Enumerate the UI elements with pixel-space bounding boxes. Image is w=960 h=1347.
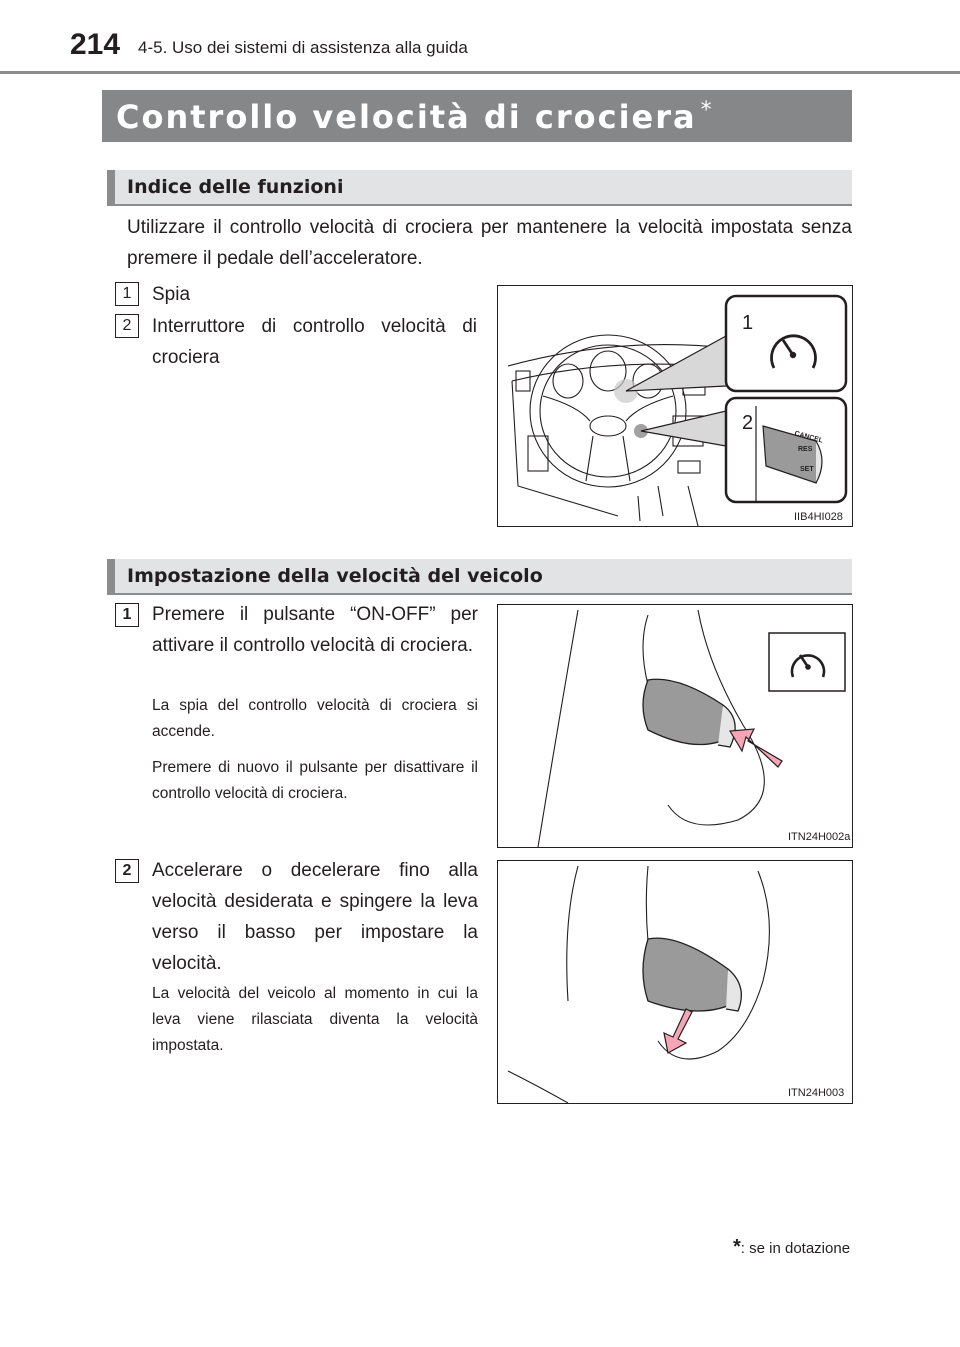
step-text-1: Premere il pulsante “ON-OFF” per attivare il controllo velocità di crociera. (152, 604, 478, 656)
on-off-figure (497, 604, 853, 848)
chapter-title: 4-5. Uso dei sistemi di assistenza alla guida (138, 38, 468, 57)
dashboard-illustration (498, 286, 852, 526)
item-number-1: 1 (115, 282, 139, 306)
step-1-note-2: Premere di nuovo il pulsante per disattivare il controllo velocità di crociera. (152, 759, 478, 802)
section-heading-index-text: Indice delle funzioni (127, 176, 344, 198)
section-heading-index (107, 170, 852, 206)
section-heading-setting-text: Impostazione della velocità del veicolo (127, 565, 543, 587)
step-number-1: 1 (115, 603, 139, 627)
page-number: 214 (70, 28, 121, 61)
lever-cancel-label: CANCEL (793, 430, 824, 445)
title-asterisk-mark: * (700, 98, 714, 123)
step-number-2: 2 (115, 859, 139, 883)
dashboard-figure (497, 285, 853, 527)
header-divider (0, 71, 960, 74)
figure-callout-1: 1 (742, 312, 754, 334)
figure-code: ITN24H002a (788, 831, 851, 843)
lever-res-label: RES (798, 446, 813, 453)
footnote (733, 1236, 850, 1259)
item-label-1: Spia (152, 284, 191, 305)
on-off-illustration (498, 605, 852, 847)
item-label-2: Interruttore di controllo velocità di crociera (152, 316, 477, 368)
page-title-text: Controllo velocità di crociera (116, 98, 697, 136)
step-2-note-1: La velocità del veicolo al momento in cui la leva viene rilasciata diventa la velocità impostata. (152, 985, 478, 1054)
figure-callout-2: 2 (742, 412, 754, 434)
lever-set-label: SET (800, 466, 814, 473)
item-number-2: 2 (115, 314, 139, 338)
intro-paragraph: Utilizzare il controllo velocità di crociera per mantenere la velocità impostata senza premere il pedale dell’acceleratore. (127, 217, 852, 269)
section-heading-setting (107, 559, 852, 595)
footnote-asterisk-mark: * (733, 1236, 741, 1258)
page-title (116, 98, 714, 136)
step-text-2: Accelerare o decelerare fino alla velocità desiderata e spingere la leva verso il basso per impostare la velocità. (152, 860, 478, 974)
set-lever-illustration (498, 861, 852, 1103)
set-lever-figure (497, 860, 853, 1104)
page-title-box (102, 90, 852, 142)
figure-code: ITN24H003 (788, 1087, 845, 1099)
footnote-text: : se in dotazione (740, 1240, 851, 1257)
step-1-note-1: La spia del controllo velocità di crociera si accende. (152, 697, 478, 740)
figure-code: IIB4HI028 (794, 511, 843, 523)
